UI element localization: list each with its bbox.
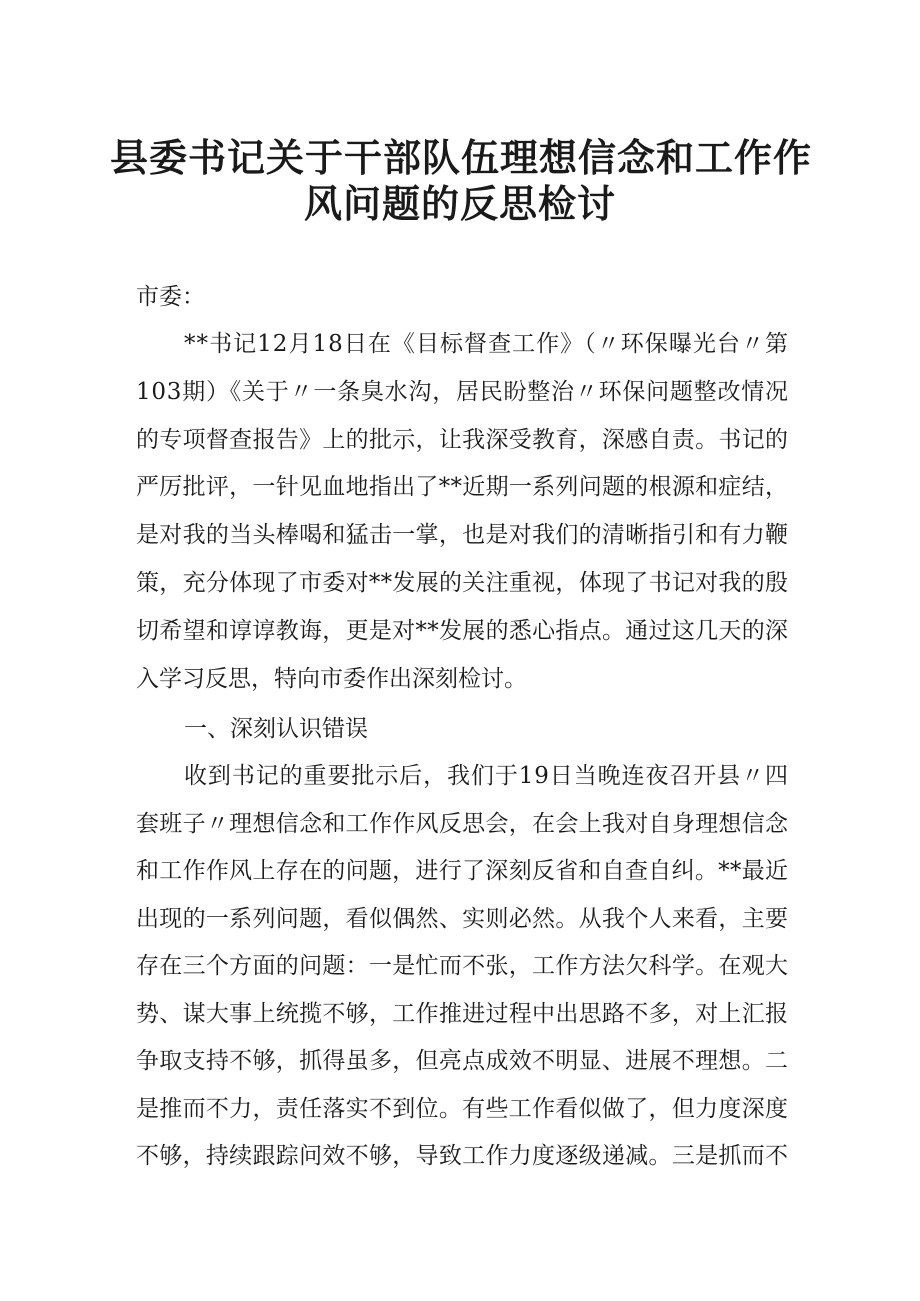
paragraph-line: **书记12月18日在《目标督查工作》（〃环保曝光台〃第 (184, 331, 790, 357)
section-heading-1: 一、深刻认识错误 (184, 716, 368, 742)
document-title-line-1: 县委书记关于干部队伍理想信念和工作作 (110, 136, 813, 180)
document-title-line-2: 风问题的反思检讨 (303, 182, 616, 226)
paragraph-line: 出现的一系列问题，看似偶然、实则必然。从我个人来看，主要 (136, 905, 789, 932)
paragraph-line: 收到书记的重要批示后，我们于19日当晚连夜召开县〃四 (184, 763, 789, 789)
paragraph-line: 是推而不力，责任落实不到位。有些工作看似做了，但力度深度 (136, 1095, 789, 1122)
paragraph-line: 严厉批评，一针见血地指出了**近期一系列问题的根源和症结， (136, 474, 789, 501)
paragraph-line: 争取支持不够，抓得虽多，但亮点成效不明显、进展不理想。二 (136, 1048, 789, 1074)
paragraph-line: 切希望和谆谆教诲，更是对**发展的悉心指点。通过这几天的深 (136, 617, 789, 644)
salutation: 市委： (136, 284, 205, 310)
paragraph-line: 不够，持续跟踪问效不够，导致工作力度逐级递减。三是抓而不 (136, 1143, 789, 1169)
paragraph-line: 入学习反思，特向市委作出深刻检讨。 (136, 665, 527, 692)
paragraph-line: 的专项督查报告》上的批示，让我深受教育，深感自责。书记的 (136, 426, 789, 453)
paragraph-line: 策，充分体现了市委对**发展的关注重视，体现了书记对我的殷 (136, 570, 789, 596)
paragraph-line: 和工作作风上存在的问题，进行了深刻反省和自查自纠。**最近 (136, 858, 789, 884)
paragraph-line: 套班子〃理想信念和工作作风反思会，在会上我对自身理想信念 (136, 810, 789, 837)
paragraph-line: 是对我的当头棒喝和猛击一掌，也是对我们的清晰指引和有力鞭 (136, 522, 789, 549)
paragraph-line: 103期）《关于〃一条臭水沟，居民盼整治〃环保问题整改情况 (136, 378, 789, 405)
paragraph-line: 存在三个方面的问题：一是忙而不张，工作方法欠科学。在观大 (136, 953, 789, 979)
paragraph-line: 势、谋大事上统揽不够，工作推进过程中出思路不多，对上汇报 (136, 1000, 789, 1027)
